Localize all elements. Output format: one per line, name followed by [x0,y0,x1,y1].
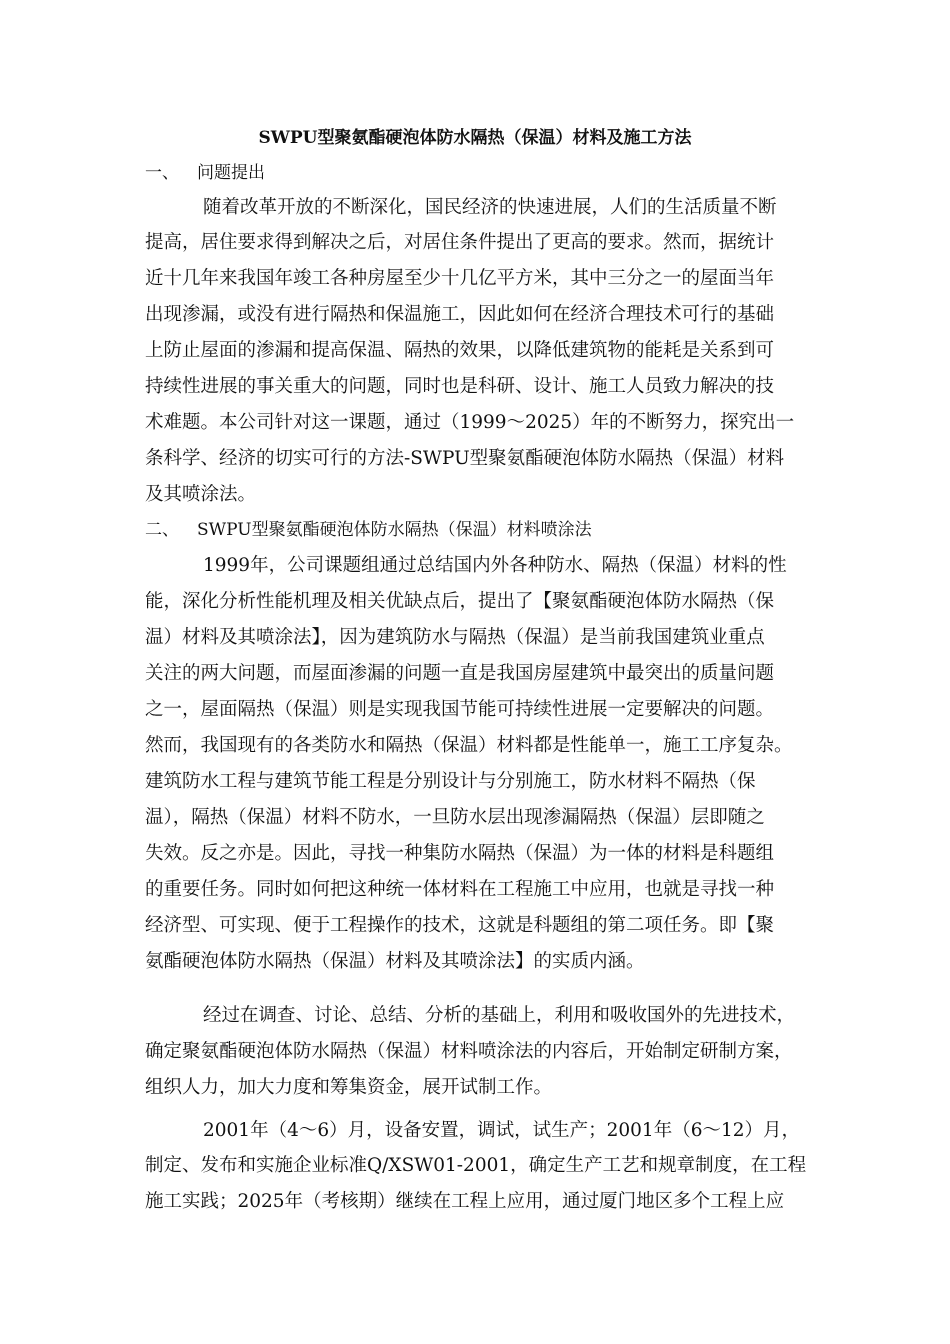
paragraph-line: 经过在调查、讨论、总结、分析的基础上，利用和吸收国外的先进技术， [203,1005,796,1026]
paragraph-line: 能，深化分析性能机理及相关优缺点后，提出了【聚氨酯硬泡体防水隔热（保 [145,591,775,612]
paragraph-line: 术难题。本公司针对这一课题，通过（1999～2025）年的不断努力，探究出一 [145,412,795,433]
paragraph-line: 制定、发布和实施企业标准Q/XSW01-2001，确定生产工艺和规章制度，在工程 [145,1155,807,1176]
section-2-number: 二、 [145,520,179,540]
paragraph-line: 出现渗漏，或没有进行隔热和保温施工，因此如何在经济合理技术可行的基础 [145,304,775,325]
paragraph-line: 近十几年来我国年竣工各种房屋至少十几亿平方米，其中三分之一的屋面当年 [145,268,775,289]
section-1-heading-text: 问题提出 [197,163,265,183]
paragraph-line: 关注的两大问题，而屋面渗漏的问题一直是我国房屋建筑中最突出的质量问题 [145,663,775,684]
paragraph-line: 随着改革开放的不断深化，国民经济的快速进展，人们的生活质量不断 [203,197,777,218]
paragraph-line: 建筑防水工程与建筑节能工程是分别设计与分别施工，防水材料不隔热（保 [145,771,756,792]
paragraph-line: 施工实践；2025年（考核期）继续在工程上应用，通过厦门地区多个工程上应 [145,1191,785,1212]
paragraph-line: 提高，居住要求得到解决之后，对居住条件提出了更高的要求。然而，据统计 [145,232,775,253]
section-1-number: 一、 [145,163,179,183]
paragraph-line: 1999年，公司课题组通过总结国内外各种防水、隔热（保温）材料的性 [203,555,787,576]
paragraph-line: 条科学、经济的切实可行的方法-SWPU型聚氨酯硬泡体防水隔热（保温）材料 [145,448,785,469]
section-2-heading-text: SWPU型聚氨酯硬泡体防水隔热（保温）材料喷涂法 [197,520,592,540]
paragraph-line: 2001年（4～6）月，设备安置，调试，试生产；2001年（6～12）月， [203,1120,801,1141]
paragraph-line: 确定聚氨酯硬泡体防水隔热（保温）材料喷涂法的内容后，开始制定研制方案， [145,1041,793,1062]
paragraph-line: 及其喷涂法。 [145,484,257,505]
paragraph-line: 之一，屋面隔热（保温）则是实现我国节能可持续性进展一定要解决的问题。 [145,699,775,720]
paragraph-line: 的重要任务。同时如何把这种统一体材料在工程施工中应用，也就是寻找一种 [145,879,775,900]
paragraph-line: 失效。反之亦是。因此，寻找一种集防水隔热（保温）为一体的材料是科题组 [145,843,775,864]
document-title: SWPU型聚氨酯硬泡体防水隔热（保温）材料及施工方法 [258,128,692,148]
paragraph-line: 上防止屋面的渗漏和提高保温、隔热的效果，以降低建筑物的能耗是关系到可 [145,340,775,361]
paragraph-line: 然而，我国现有的各类防水和隔热（保温）材料都是性能单一，施工工序复杂。 [145,735,793,756]
paragraph-line: 温）材料及其喷涂法】，因为建筑防水与隔热（保温）是当前我国建筑业重点 [145,627,765,648]
paragraph-line: 温），隔热（保温）材料不防水，一旦防水层出现渗漏隔热（保温）层即随之 [145,807,765,828]
paragraph-line: 组织人力，加大力度和筹集资金，展开试制工作。 [145,1077,553,1098]
section-2-heading [145,517,592,543]
paragraph-line: 经济型、可实现、便于工程操作的技术，这就是科题组的第二项任务。即【聚 [145,915,775,936]
paragraph-line: 持续性进展的事关重大的问题，同时也是科研、设计、施工人员致力解决的技 [145,376,775,397]
section-1-heading [145,160,265,186]
paragraph-line: 氨酯硬泡体防水隔热（保温）材料及其喷涂法】的实质内涵。 [145,951,645,972]
